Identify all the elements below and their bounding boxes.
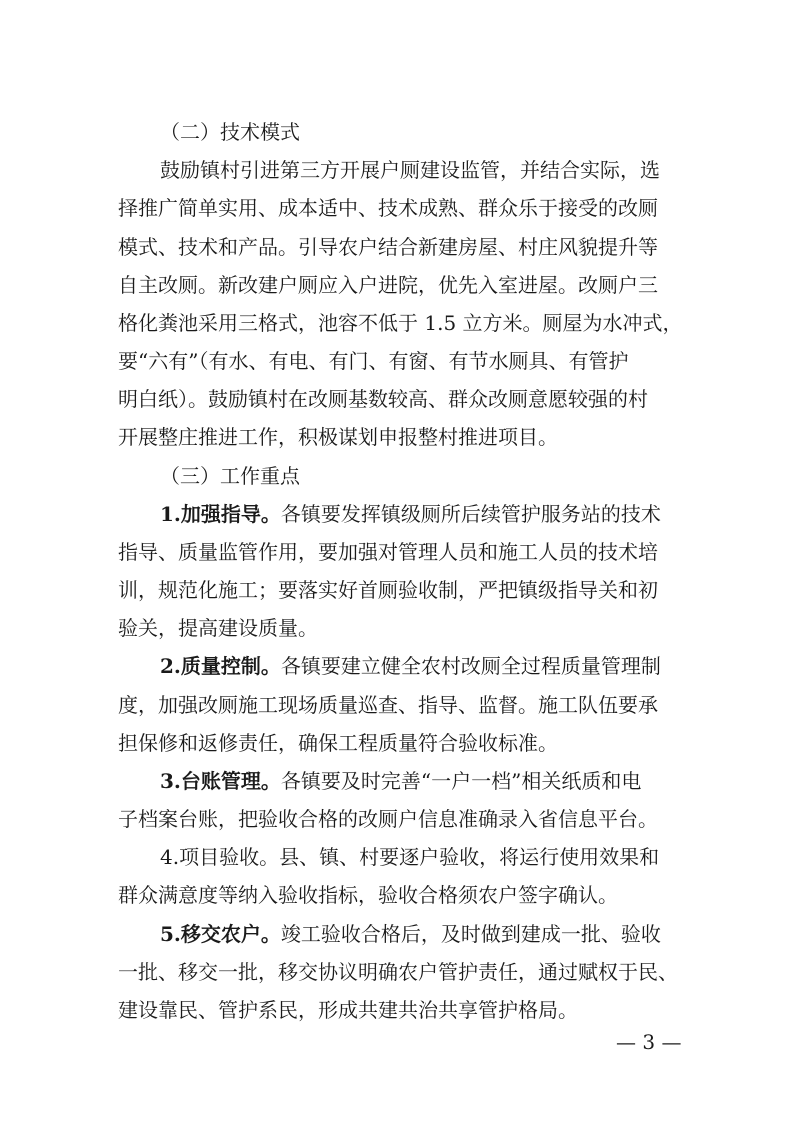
list-item <box>160 652 688 680</box>
list-item <box>160 920 688 948</box>
paragraph-line: 子档案台账，把验收合格的改厕户信息准确录入省信息平台。 <box>118 807 658 831</box>
paragraph-line: 担保修和返修责任，确保工程质量符合验收标准。 <box>118 731 558 755</box>
item-title: 5.移交农户。 <box>160 922 281 946</box>
list-item <box>160 500 688 528</box>
paragraph-line: 鼓励镇村引进第三方开展户厕建设监管，并结合实际，选 <box>160 158 660 182</box>
paragraph-line: 验关，提高建设质量。 <box>118 616 318 640</box>
section-heading: （三）工作重点 <box>160 464 300 488</box>
page-number: — 3 — <box>616 1030 682 1054</box>
paragraph-line: 要“六有”（有水、有电、有门、有窗、有节水厕具、有管护 <box>118 349 629 373</box>
item-title: 3.台账管理。 <box>160 769 281 793</box>
section-heading: （二）技术模式 <box>160 120 300 144</box>
item-text: 各镇要及时完善“一户一档”相关纸质和电 <box>280 769 642 793</box>
paragraph-line: 模式、技术和产品。引导农户结合新建房屋、村庄风貌提升等 <box>118 235 658 259</box>
paragraph-line: 指导、质量监管作用，要加强对管理人员和施工人员的技术培 <box>118 540 658 564</box>
paragraph-line: 群众满意度等纳入验收指标，验收合格须农户签字确认。 <box>118 883 618 907</box>
paragraph-line: 格化粪池采用三格式，池容不低于 1.5 立方米。厕屋为水冲式， <box>118 311 683 335</box>
list-item <box>160 767 688 795</box>
paragraph-line: 开展整庄推进工作，积极谋划申报整村推进项目。 <box>118 425 558 449</box>
paragraph-line: 度，加强改厕施工现场质量巡查、指导、监督。施工队伍要承 <box>118 693 658 717</box>
paragraph-line: 一批、移交一批，移交协议明确农户管护责任，通过赋权于民、 <box>118 960 678 984</box>
list-item: 4.项目验收。县、镇、村要逐户验收，将运行使用效果和 <box>160 845 660 869</box>
item-title: 1.加强指导。 <box>160 502 281 526</box>
paragraph-line: 自主改厕。新改建户厕应入户进院，优先入室进屋。改厕户三 <box>118 273 658 297</box>
item-title: 2.质量控制。 <box>160 654 281 678</box>
paragraph-line: 明白纸）。鼓励镇村在改厕基数较高、群众改厕意愿较强的村 <box>118 387 648 411</box>
item-text: 竣工验收合格后，及时做到建成一批、验收 <box>280 922 661 946</box>
paragraph-line: 择推广简单实用、成本适中、技术成熟、群众乐于接受的改厕 <box>118 196 658 220</box>
paragraph-line: 训，规范化施工；要落实好首厕验收制，严把镇级指导关和初 <box>118 578 658 602</box>
item-text: 各镇要发挥镇级厕所后续管护服务站的技术 <box>280 502 661 526</box>
item-text: 各镇要建立健全农村改厕全过程质量管理制 <box>280 654 661 678</box>
paragraph-line: 建设靠民、管护系民，形成共建共治共享管护格局。 <box>118 998 578 1022</box>
